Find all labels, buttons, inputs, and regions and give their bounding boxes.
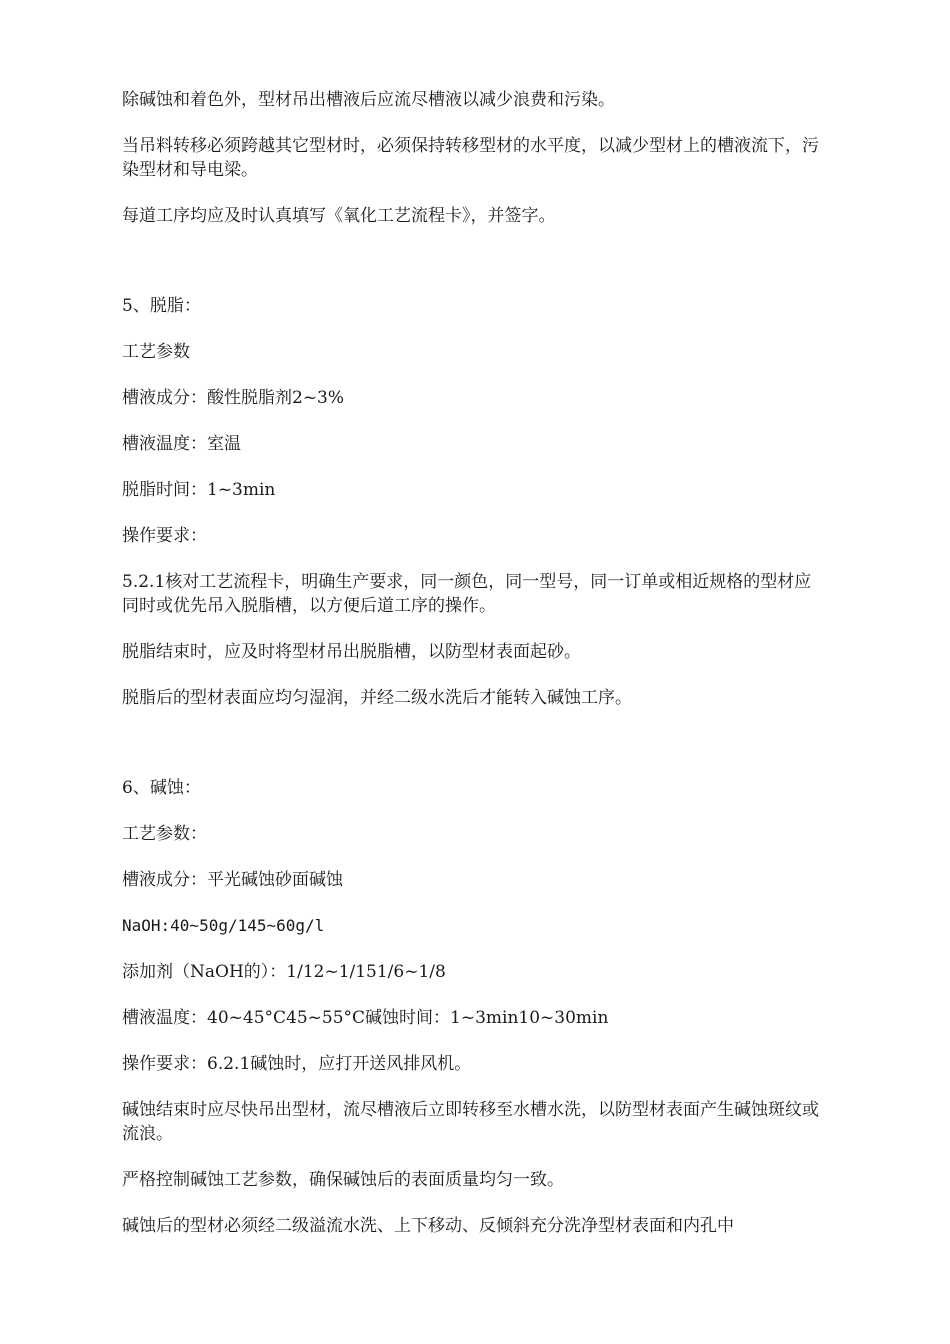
section6-naoh: NaOH:40~50g/145~60g/l	[122, 916, 325, 935]
section6-requirements: 操作要求：6.2.1碱蚀时，应打开送风排风机。	[122, 1054, 472, 1074]
section5-requirement-2: 脱脂结束时，应及时将型材吊出脱脂槽，以防型材表面起砂。	[122, 642, 581, 662]
section5-composition: 槽液成分：酸性脱脂剂2~3%	[122, 388, 345, 408]
section5-requirement-1: 5.2.1核对工艺流程卡，明确生产要求，同一颜色，同一型号，同一订单或相近规格的型材应同时或优先吊入脱脂槽，以方便后道工序的操作。	[122, 572, 812, 616]
section6-composition: 槽液成分：平光碱蚀砂面碱蚀	[122, 870, 343, 890]
intro-paragraph-3: 每道工序均应及时认真填写《氧化工艺流程卡》，并签字。	[122, 206, 556, 226]
section5-params-label: 工艺参数	[122, 342, 190, 362]
section6-heading: 6、碱蚀：	[122, 778, 201, 798]
section5-requirements-label: 操作要求：	[122, 526, 207, 546]
section6-temperature-time: 槽液温度：40~45°C45~55°C碱蚀时间：1~3min10~30min	[122, 1008, 609, 1028]
section5-requirement-3: 脱脂后的型材表面应均匀湿润，并经二级水洗后才能转入碱蚀工序。	[122, 688, 632, 708]
section6-requirement-4: 碱蚀后的型材必须经二级溢流水洗、上下移动、反倾斜充分洗净型材表面和内孔中	[122, 1216, 734, 1236]
section-spacer	[122, 250, 822, 294]
document-body	[122, 88, 822, 1260]
section5-temperature: 槽液温度：室温	[122, 434, 241, 454]
section6-requirement-2: 碱蚀结束时应尽快吊出型材，流尽槽液后立即转移至水槽水洗，以防型材表面产生碱蚀斑纹或流浪。	[122, 1100, 819, 1144]
section-spacer	[122, 732, 822, 776]
section6-additive: 添加剂（NaOH的）：1/12~1/151/6~1/8	[122, 962, 446, 982]
section5-heading: 5、脱脂：	[122, 296, 201, 316]
section6-params-label: 工艺参数：	[122, 824, 207, 844]
section6-requirement-3: 严格控制碱蚀工艺参数，确保碱蚀后的表面质量均匀一致。	[122, 1170, 564, 1190]
section5-time: 脱脂时间：1~3min	[122, 480, 276, 500]
intro-paragraph-1: 除碱蚀和着色外，型材吊出槽液后应流尽槽液以减少浪费和污染。	[122, 90, 615, 110]
intro-paragraph-2: 当吊料转移必须跨越其它型材时，必须保持转移型材的水平度，以减少型材上的槽液流下，污染型材和导电梁。	[122, 136, 819, 180]
